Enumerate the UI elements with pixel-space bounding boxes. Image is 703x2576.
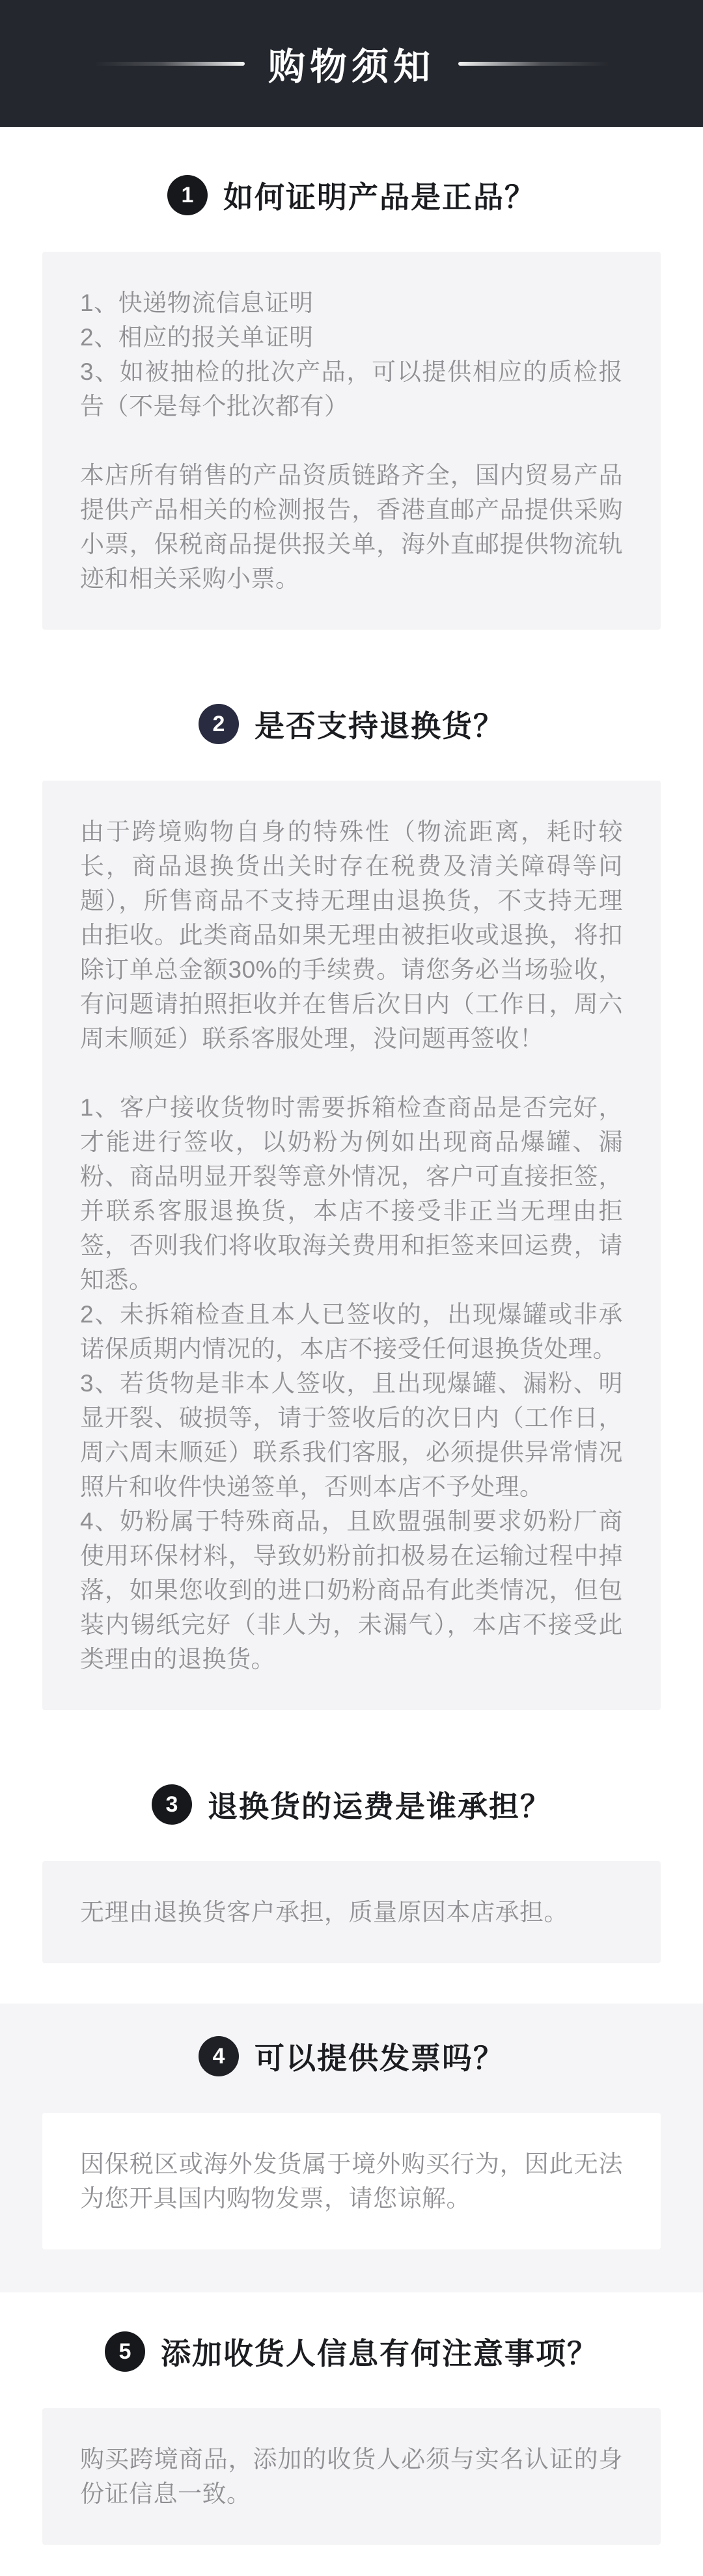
section-title: 添加收货人信息有何注意事项？	[161, 2337, 598, 2370]
card-paragraph: 由于跨境购物自身的特殊性（物流距离，耗时较长，商品退换货出关时存在税费及清关障碍等问题），所售商品不支持无理由退换货，不支持无理由拒收。此类商品如果无理由被拒收或退换，将扣除订单总金额30%的手续费。请您务必当场验收，有问题请拍照拒收并在售后次日内（工作日，周六周末顺延）联系客服处理，没问题再签收！	[80, 818, 623, 1052]
faq-section-1	[0, 127, 703, 630]
section-card	[42, 2408, 661, 2545]
section-card	[42, 2113, 661, 2249]
card-paragraph: 因保税区或海外发货属于境外购买行为，因此无法为您开具国内购物发票，请您谅解。	[80, 2151, 623, 2212]
card-paragraph-group	[80, 1090, 623, 1676]
card-paragraph: 购买跨境商品，添加的收货人必须与实名认证的身份证信息一致。	[80, 2446, 623, 2507]
header-decor-line-left	[94, 62, 245, 66]
faq-section-2	[0, 630, 703, 1710]
faq-section-3	[0, 1710, 703, 1963]
section-number-badge: 4	[199, 2036, 239, 2076]
card-paragraph: 3、若货物是非本人签收，且出现爆罐、漏粉、明显开裂、破损等，请于签收后的次日内（工作日，周六周末顺延）联系我们客服，必须提供异常情况照片和收件快递签单，否则本店不予处理。	[80, 1370, 623, 1500]
section-head	[0, 703, 703, 781]
section-title: 可以提供发票吗？	[255, 2041, 504, 2075]
section-number-badge: 2	[199, 704, 239, 744]
card-paragraph: 4、奶粉属于特殊商品，且欧盟强制要求奶粉厂商使用环保材料，导致奶粉前扣极易在运输过程中掉落，如果您收到的进口奶粉商品有此类情况，但包装内锡纸完好（非人为，未漏气），本店不接受此类理由的退换货。	[80, 1508, 623, 1672]
card-paragraph-group	[80, 286, 623, 423]
card-paragraph-group	[80, 2147, 623, 2216]
section-card	[42, 252, 661, 630]
section-card	[42, 781, 661, 1710]
card-paragraph: 本店所有销售的产品资质链路齐全，国内贸易产品提供产品相关的检测报告，香港直邮产品提供采购小票，保税商品提供报关单，海外直邮提供物流轨迹和相关采购小票。	[80, 462, 623, 592]
faq-section-5	[0, 2292, 703, 2545]
page-title: 购物须知	[268, 46, 435, 88]
section-head	[0, 2330, 703, 2408]
card-paragraph: 无理由退换货客户承担，质量原因本店承担。	[80, 1899, 568, 1925]
section-title: 如何证明产品是正品？	[223, 180, 536, 214]
faq-sections	[0, 127, 703, 2545]
section-number-badge: 1	[167, 175, 208, 215]
faq-section-4	[0, 2004, 703, 2292]
section-number-badge: 5	[105, 2331, 145, 2372]
section-head	[0, 1783, 703, 1861]
card-paragraph: 1、客户接收货物时需要拆箱检查商品是否完好，才能进行签收，以奶粉为例如出现商品爆罐、漏粉、商品明显开裂等意外情况，客户可直接拒签，并联系客服退换货，本店不接受非正当无理由拒签，否则我们将收取海关费用和拒签来回运费，请知悉。	[80, 1094, 623, 1293]
card-paragraph: 1、快递物流信息证明	[80, 289, 314, 316]
section-title: 退换货的运费是谁承担？	[208, 1790, 551, 1823]
section-number-badge: 3	[152, 1784, 192, 1825]
section-band	[0, 2004, 703, 2292]
page-header	[0, 0, 703, 127]
section-title: 是否支持退换货？	[255, 709, 504, 743]
card-paragraph-group	[80, 458, 623, 596]
section-card	[42, 1861, 661, 1963]
card-paragraph: 2、相应的报关单证明	[80, 324, 314, 351]
card-paragraph-group	[80, 1895, 623, 1929]
card-paragraph: 3、如被抽检的批次产品，可以提供相应的质检报告（不是每个批次都有）	[80, 358, 623, 420]
header-decor-line-right	[458, 62, 609, 66]
card-paragraph: 2、未拆箱检查且本人已签收的，出现爆罐或非承诺保质期内情况的，本店不接受任何退换货处理。	[80, 1301, 623, 1362]
section-head	[0, 174, 703, 252]
card-paragraph-group	[80, 2442, 623, 2511]
card-paragraph-group	[80, 814, 623, 1056]
section-head	[0, 2035, 703, 2113]
